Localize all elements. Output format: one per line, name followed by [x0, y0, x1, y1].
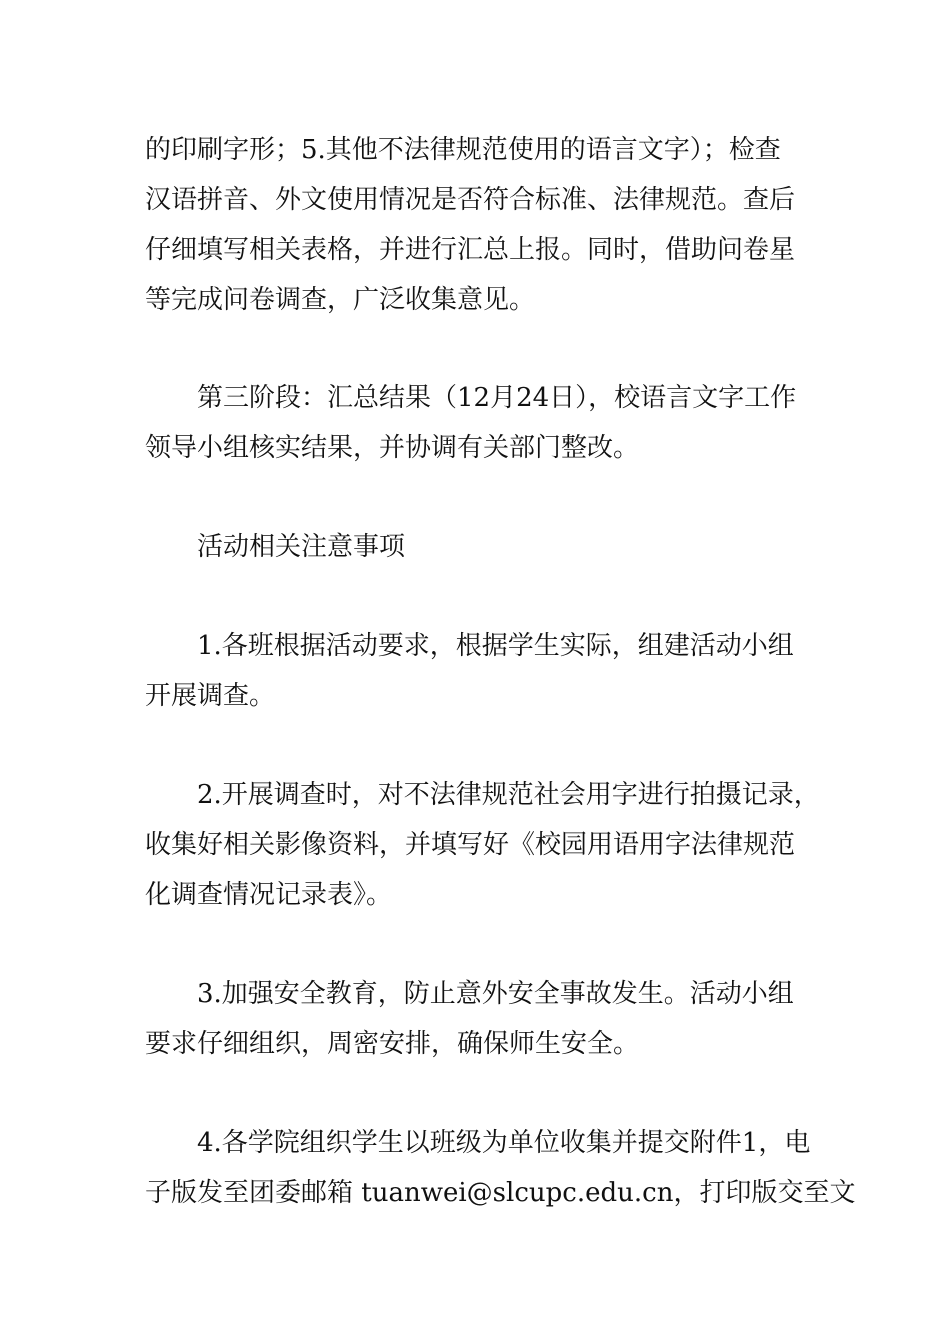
list-item-line: 4.各学院组织学生以班级为单位收集并提交附件1，电 — [197, 1128, 811, 1158]
list-item-line: 收集好相关影像资料，并填写好《校园用语用字法律规范 — [145, 830, 796, 860]
list-item-line: 开展调查。 — [145, 681, 276, 711]
list-item-line: 1.各班根据活动要求，根据学生实际，组建活动小组 — [197, 631, 794, 661]
paragraph-line: 等完成问卷调查，广泛收集意见。 — [145, 285, 536, 315]
list-item-line: 化调查情况记录表》。 — [145, 880, 393, 910]
section-heading: 活动相关注意事项 — [197, 532, 406, 562]
paragraph-line: 仔细填写相关表格，并进行汇总上报。同时，借助问卷星 — [145, 235, 796, 265]
paragraph-line: 汉语拼音、外文使用情况是否符合标准、法律规范。查后 — [145, 185, 796, 215]
paragraph-line: 的印刷字形；5.其他不法律规范使用的语言文字）；检查 — [145, 135, 781, 165]
list-item-line: 2.开展调查时，对不法律规范社会用字进行拍摄记录， — [197, 780, 820, 810]
list-item-line: 子版发至团委邮箱 tuanwei@slcupc.edu.cn，打印版交至文 — [145, 1178, 856, 1208]
paragraph-line: 第三阶段：汇总结果（12月24日），校语言文字工作 — [197, 383, 797, 413]
list-item-line: 3.加强安全教育，防止意外安全事故发生。活动小组 — [197, 979, 794, 1009]
list-item-line: 要求仔细组织，周密安排，确保师生安全。 — [145, 1029, 640, 1059]
paragraph-line: 领导小组核实结果，并协调有关部门整改。 — [145, 433, 640, 463]
